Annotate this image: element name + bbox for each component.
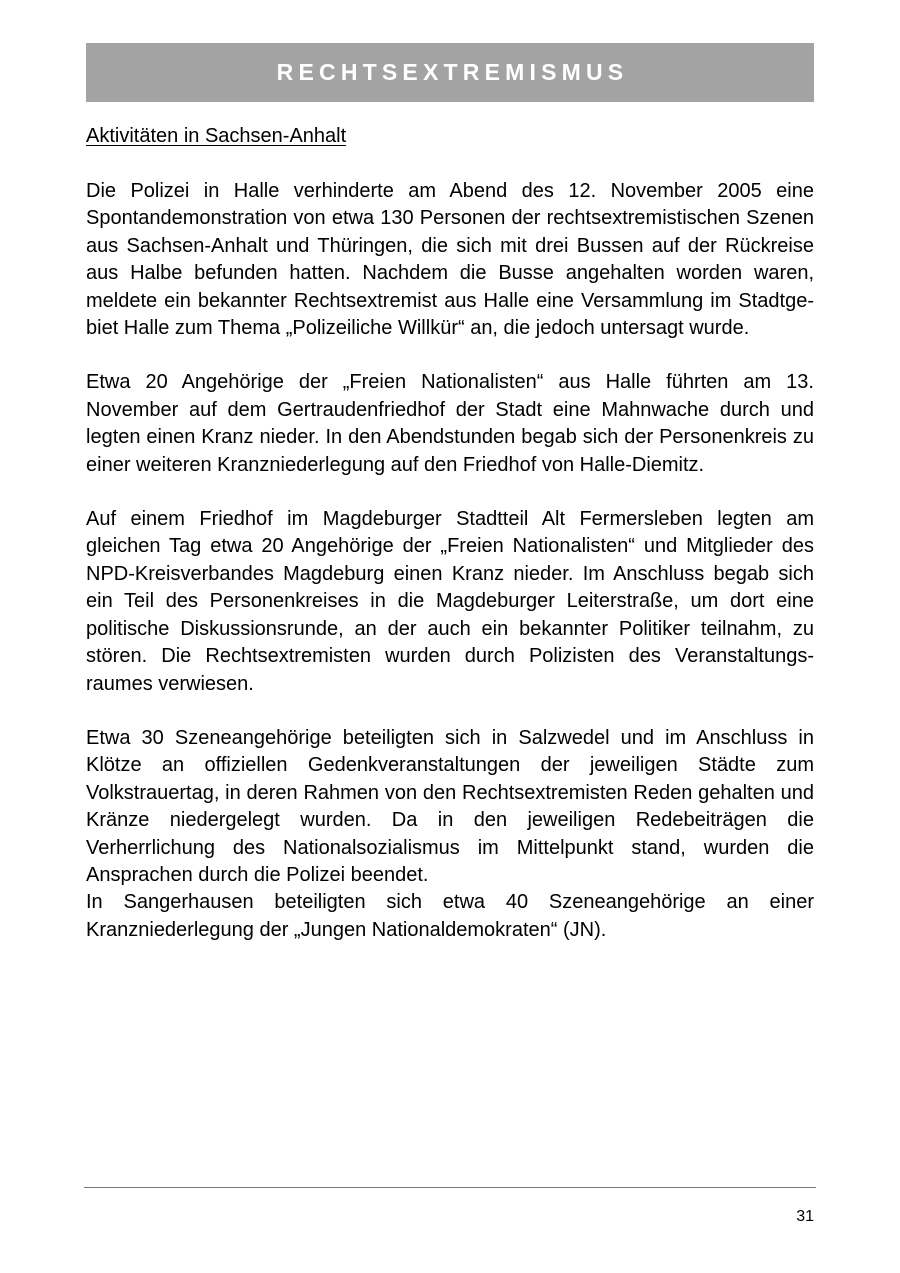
- section-heading: Aktivitäten in Sachsen-Anhalt: [86, 125, 347, 147]
- paragraph-halle-demonstration: Die Polizei in Halle verhinderte am Abend des 12. November 2005 eine Spontandemonstration von etwa 130 Personen der rechtsextremistischen Szenen aus Sachsen-Anhalt und Thüringen, die sich mit drei Bussen auf der Rückreise aus Halbe befunden hatten. Nachdem die Busse angehalten worden waren, meldete ein bekannter Rechtsextremist aus Halle eine Versammlung im Stadtgebiet Halle zum Thema „Polizeiliche Willkür“ an, die jedoch untersagt wurde.: [86, 180, 814, 340]
- paragraph-sangerhausen: In Sangerhausen beteiligten sich etwa 40 Szeneangehörige an einer Kranzniederlegung der „Jungen Nationaldemokraten“ (JN).: [86, 891, 814, 941]
- paragraph-salzwedel-kloetze: Etwa 30 Szeneangehörige beteiligten sich in Salzwedel und im Anschluss in Klötze an offiziellen Gedenkveranstaltungen der jeweiligen Städte zum Volkstrauertag, in deren Rahmen von den Rechtsextremisten Reden gehalten und Kränze niedergelegt wurden. Da in den jeweiligen Redebeiträgen die Verherrlichung des Nationalsozialismus im Mittelpunkt stand, wurden die Ansprachen durch die Polizei beendet.: [86, 726, 814, 886]
- page-number: 31: [796, 1208, 814, 1225]
- paragraph-freie-nationalisten-halle: Etwa 20 Angehörige der „Freien Nationalisten“ aus Halle führten am 13. November auf dem Gertraudenfriedhof der Stadt eine Mahnwache durch und legten einen Kranz nieder. In den Abendstunden begab sich der Personenkreis zu einer weiteren Kranzniederlegung auf den Friedhof von Halle-Diemitz.: [86, 371, 814, 476]
- paragraph-magdeburg: Auf einem Friedhof im Magdeburger Stadtteil Alt Fermersleben legten am gleichen Tag etwa 20 Angehörige der „Freien Nationalisten“ und Mitglieder des NPD-Kreisverbandes Magdeburg einen Kranz nieder. Im Anschluss begab sich ein Teil des Personenkreises in die Magdeburger Leiterstraße, um dort eine politische Diskussionsrunde, an der auch ein bekannter Politiker teilnahm, zu stören. Die Rechtsextremisten wurden durch Polizisten des Veranstaltungsraumes verwiesen.: [86, 508, 814, 695]
- footer-divider: [84, 1187, 816, 1188]
- chapter-header-bar: [86, 43, 814, 102]
- body-text: [86, 178, 814, 944]
- chapter-title: RECHTSEXTREMISMUS: [276, 59, 629, 85]
